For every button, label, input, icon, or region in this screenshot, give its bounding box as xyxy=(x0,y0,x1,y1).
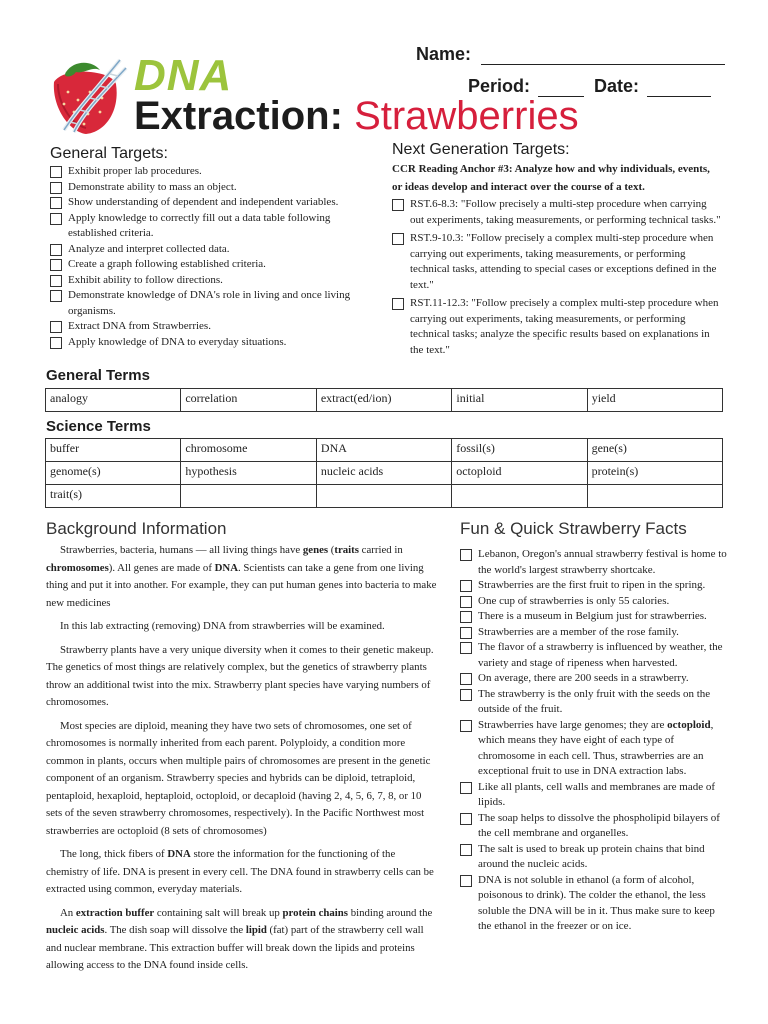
term-cell: hypothesis xyxy=(181,462,317,485)
facts-list xyxy=(458,547,728,935)
checklist-item-text: Like all plants, cell walls and membranes are made of lipids. xyxy=(478,780,716,808)
checklist-item-text: Exhibit ability to follow directions. xyxy=(68,273,223,286)
term-cell xyxy=(181,485,317,508)
background-paragraph: The long, thick fibers of DNA store the information for the functioning of the chemistry of life. DNA is present in every cell. The DNA found in strawberry cells can be extracted using common, everyday materials. xyxy=(46,848,434,895)
checklist-item xyxy=(390,197,722,228)
term-cell: gene(s) xyxy=(587,439,722,462)
background-body xyxy=(46,542,438,981)
term-cell: genome(s) xyxy=(46,462,181,485)
title-extraction: Extraction: xyxy=(134,94,343,138)
science-terms-table xyxy=(45,438,723,508)
checklist-item xyxy=(458,625,728,641)
checklist-item xyxy=(458,671,728,687)
term-cell: nucleic acids xyxy=(316,462,451,485)
checklist-item xyxy=(48,211,378,242)
checklist-item-text: Show understanding of dependent and independent variables. xyxy=(68,196,339,208)
term-cell: correlation xyxy=(181,389,316,412)
checklist-item-text: There is a museum in Belgium just for strawberries. xyxy=(478,610,707,622)
term-cell: buffer xyxy=(46,439,181,462)
background-paragraph: Most species are diploid, meaning they have two sets of chromosomes, one set of chromosomes is normally inherited from each parent. Polyploidy, a condition more common in plants, occurs when multiple pairs of chromosomes are present in the genetic component of an organism. Strawberry species and hybrids can be diploid, tetraploid, pentaploid, hexaploid, heptaploid, octoploid, or decaploid (having 2, 4, 5, 6, 7, 8, or 10 sets of the seven strawberry chromosomes, respectively). In the Pacific Northwest most strawberries are octoploid (8 sets of chromosomes) xyxy=(46,719,431,837)
checklist-item-text: Demonstrate ability to mass an object. xyxy=(68,180,237,193)
checklist-item xyxy=(390,231,722,293)
checklist-item xyxy=(458,811,728,842)
checklist-item xyxy=(48,319,378,335)
date-line[interactable] xyxy=(647,78,711,97)
checklist-item-text: Strawberries are a member of the rose family. xyxy=(478,625,679,638)
background-paragraph: Strawberries, bacteria, humans — all living things have genes (traits carried in chromosomes). All genes are made of DNA. Scientists can take a gene from one living thing and put it into another. For example, they can put human genes into bacteria to make new medicines xyxy=(46,544,437,609)
term-cell: octoploid xyxy=(452,462,587,485)
checklist-item xyxy=(48,335,378,351)
checklist-item-text: Strawberries are the first fruit to ripen in the spring. xyxy=(478,579,706,591)
checklist-item-text: On average, there are 200 seeds in a strawberry. xyxy=(478,672,689,684)
page-title xyxy=(134,92,579,140)
science-terms-heading: Science Terms xyxy=(46,418,151,435)
date-label: Date: xyxy=(594,76,640,96)
checkbox[interactable] xyxy=(50,197,62,209)
checklist-item-text: One cup of strawberries is only 55 calories. xyxy=(478,594,670,607)
term-cell xyxy=(316,485,451,508)
checkbox[interactable] xyxy=(50,321,62,333)
background-heading: Background Information xyxy=(46,519,227,538)
background-paragraph: In this lab extracting (removing) DNA from strawberries will be examined. xyxy=(60,620,385,632)
checkbox[interactable] xyxy=(460,782,472,794)
checklist-item-text: Apply knowledge to correctly fill out a data table following established criteria. xyxy=(68,211,331,239)
checklist-item-text: DNA is not soluble in ethanol (a form of alcohol, poisonous to drink). The colder the ethanol, the less soluble the DNA will be in it. Thus make sure to keep the ethanol in the freezer or on ice. xyxy=(478,873,715,932)
background-paragraph: An extraction buffer containing salt will break up protein chains binding around the nucleic acids. The dish soap will dissolve the lipid (fat) part of the strawberry cell wall and nuclear membrane. This extraction buffer will break down the lipids and proteins allowing access to the DNA found inside cells. xyxy=(46,906,433,971)
term-cell: yield xyxy=(587,389,722,412)
checkbox[interactable] xyxy=(50,259,62,271)
checklist-item xyxy=(458,842,728,873)
checkbox[interactable] xyxy=(460,549,472,561)
term-cell: chromosome xyxy=(181,439,317,462)
checkbox[interactable] xyxy=(50,290,62,302)
term-cell: extract(ed/ion) xyxy=(316,389,452,412)
term-cell: protein(s) xyxy=(587,462,722,485)
general-terms-heading: General Terms xyxy=(46,367,150,384)
checklist-item xyxy=(48,195,378,211)
checklist-item-text: Lebanon, Oregon's annual strawberry festival is home to the world's largest strawberry shortcake. xyxy=(478,548,727,576)
checklist-item-text: RST.9-10.3: "Follow precisely a complex multi-step procedure when carrying out experiments, taking measurements, or performing technical tasks, attending to special cases or exceptions defined in the text." xyxy=(410,232,717,291)
checklist-item-text: Analyze and interpret collected data. xyxy=(68,242,230,255)
checkbox[interactable] xyxy=(460,844,472,856)
checklist-item xyxy=(458,687,728,718)
ccr-anchor: CCR Reading Anchor #3: Analyze how and why individuals, events, or ideas develop and interact over the course of a text. xyxy=(392,163,710,193)
period-date-row xyxy=(468,76,728,97)
checklist-item xyxy=(458,873,728,935)
checklist-item-text: The salt is used to break up protein chains that bind around the nucleic acids. xyxy=(478,842,705,870)
checklist-item xyxy=(458,640,728,671)
checklist-item xyxy=(458,609,728,625)
title-strawberries: Strawberries xyxy=(354,94,579,138)
checklist-item-text: Exhibit proper lab procedures. xyxy=(68,165,202,177)
checklist-item xyxy=(458,780,728,811)
checklist-item xyxy=(390,296,722,358)
general-targets-list xyxy=(48,164,378,350)
checkbox[interactable] xyxy=(460,689,472,701)
name-line[interactable] xyxy=(481,46,725,65)
period-label: Period: xyxy=(468,76,531,96)
term-cell: initial xyxy=(452,389,587,412)
checklist-item-text: Strawberries have large genomes; they are octoploid, which means they have eight of each type of chromosome in each cell. Thus, strawberries are an exceptional fruit to use in DNA extraction labs. xyxy=(478,718,714,777)
name-row xyxy=(416,44,726,65)
checklist-item xyxy=(48,273,378,289)
checklist-item xyxy=(458,578,728,594)
dna-heading: DNA xyxy=(134,51,233,100)
checklist-item xyxy=(48,180,378,196)
checkbox[interactable] xyxy=(460,642,472,654)
checklist-item xyxy=(48,164,378,180)
term-cell xyxy=(587,485,722,508)
name-label: Name: xyxy=(416,44,472,64)
general-terms-table xyxy=(45,388,723,412)
checklist-item xyxy=(458,594,728,610)
checklist-item-text: RST.11-12.3: "Follow precisely a complex multi-step procedure when carrying out experiments, taking measurements, or performing technical tasks; analyze the specific results based on explanations in the text." xyxy=(410,297,719,356)
term-cell: trait(s) xyxy=(46,485,181,508)
period-line[interactable] xyxy=(538,78,584,97)
checkbox[interactable] xyxy=(460,673,472,685)
checklist-item-text: The soap helps to dissolve the phospholipid bilayers of the cell membrane and organelles. xyxy=(478,811,720,839)
strawberry-dna-logo xyxy=(44,52,130,138)
checkbox[interactable] xyxy=(392,298,404,310)
checkbox[interactable] xyxy=(460,580,472,592)
checklist-item-text: The flavor of a strawberry is influenced by weather, the variety and stage of ripeness when harvested. xyxy=(478,641,723,669)
checkbox[interactable] xyxy=(50,166,62,178)
checkbox[interactable] xyxy=(460,720,472,732)
next-gen-list xyxy=(390,197,722,361)
checkbox[interactable] xyxy=(392,233,404,245)
general-targets-heading: General Targets: xyxy=(50,145,168,162)
checklist-item-text: RST.6-8.3: "Follow precisely a multi-step procedure when carrying out experiments, taking measurements, or performing technical tasks." xyxy=(410,198,721,226)
checkbox[interactable] xyxy=(50,275,62,287)
checkbox[interactable] xyxy=(460,813,472,825)
checkbox[interactable] xyxy=(50,213,62,225)
checkbox[interactable] xyxy=(460,627,472,639)
next-gen-heading: Next Generation Targets: xyxy=(392,141,570,158)
facts-heading: Fun & Quick Strawberry Facts xyxy=(460,519,687,538)
checkbox[interactable] xyxy=(392,199,404,211)
checklist-item-text: The strawberry is the only fruit with the seeds on the outside of the fruit. xyxy=(478,687,711,715)
checklist-item xyxy=(458,718,728,780)
checkbox[interactable] xyxy=(50,182,62,194)
checkbox[interactable] xyxy=(50,337,62,349)
checkbox[interactable] xyxy=(460,875,472,887)
checkbox[interactable] xyxy=(460,611,472,623)
checklist-item-text: Extract DNA from Strawberries. xyxy=(68,320,211,332)
checklist-item-text: Demonstrate knowledge of DNA's role in living and once living organisms. xyxy=(68,289,351,317)
term-cell: fossil(s) xyxy=(452,439,587,462)
background-paragraph: Strawberry plants have a very unique diversity when it comes to their genetic makeup. The genetics of most things are relatively complex, but the genetics of strawberry plants throw an additional twist into the mix. Strawberry plant species have varying numbers of chromosomes. xyxy=(46,643,434,708)
checklist-item-text: Create a graph following established criteria. xyxy=(68,258,266,270)
checklist-item xyxy=(48,257,378,273)
term-cell: analogy xyxy=(46,389,181,412)
checkbox[interactable] xyxy=(460,596,472,608)
checklist-item xyxy=(48,288,378,319)
checklist-item xyxy=(458,547,728,578)
checklist-item xyxy=(48,242,378,258)
checklist-item-text: Apply knowledge of DNA to everyday situations. xyxy=(68,335,287,348)
checkbox[interactable] xyxy=(50,244,62,256)
term-cell: DNA xyxy=(316,439,451,462)
term-cell xyxy=(452,485,587,508)
